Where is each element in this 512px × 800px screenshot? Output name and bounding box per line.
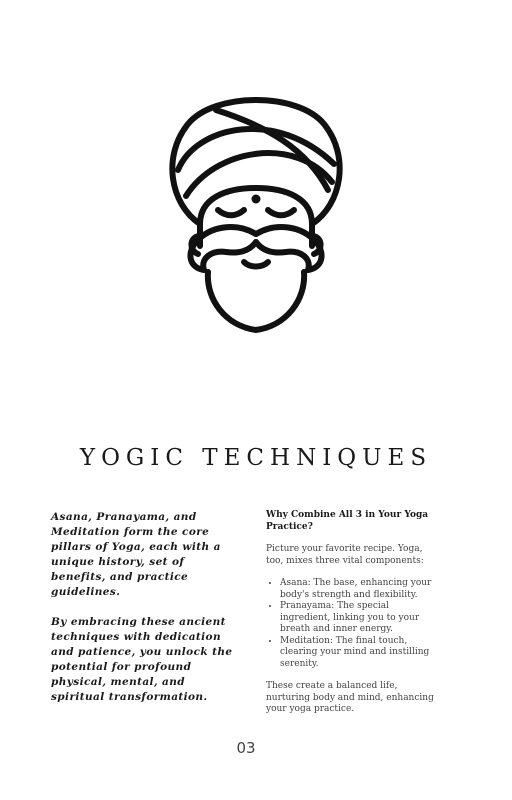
components-list (266, 578, 438, 670)
turbaned-yogi-face-icon (156, 86, 356, 336)
combine-column (266, 510, 438, 727)
page-title: YOGIC TECHNIQUES (79, 445, 433, 471)
page-number: 03 (236, 739, 256, 757)
combine-intro: Picture your favorite recipe. Yoga, too, mixes three vital components: (266, 544, 424, 566)
combine-heading: Why Combine All 3 in Your Yoga Practice? (266, 510, 429, 532)
list-item-asana: • Asana: The base, enhancing your body's strength and flexibility. (280, 578, 438, 601)
intro-paragraph-2: By embracing these ancient techniques with dedication and patience, you unlock the potential for profound physical, mental, and spiritual transformation. (51, 616, 233, 703)
list-item-meditation: • Meditation: The final touch, clearing your mind and instilling serenity. (280, 636, 438, 671)
combine-closing: These create a balanced life, nurturing body and mind, enhancing your yoga practice. (266, 681, 434, 714)
intro-paragraph-1: Asana, Pranayama, and Meditation form the core pillars of Yoga, each with a unique history, set of benefits, and practice guidelines. (51, 511, 221, 598)
intro-column (51, 510, 241, 720)
list-item-pranayama: • Pranayama: The special ingredient, linking you to your breath and inner energy. (280, 601, 438, 636)
